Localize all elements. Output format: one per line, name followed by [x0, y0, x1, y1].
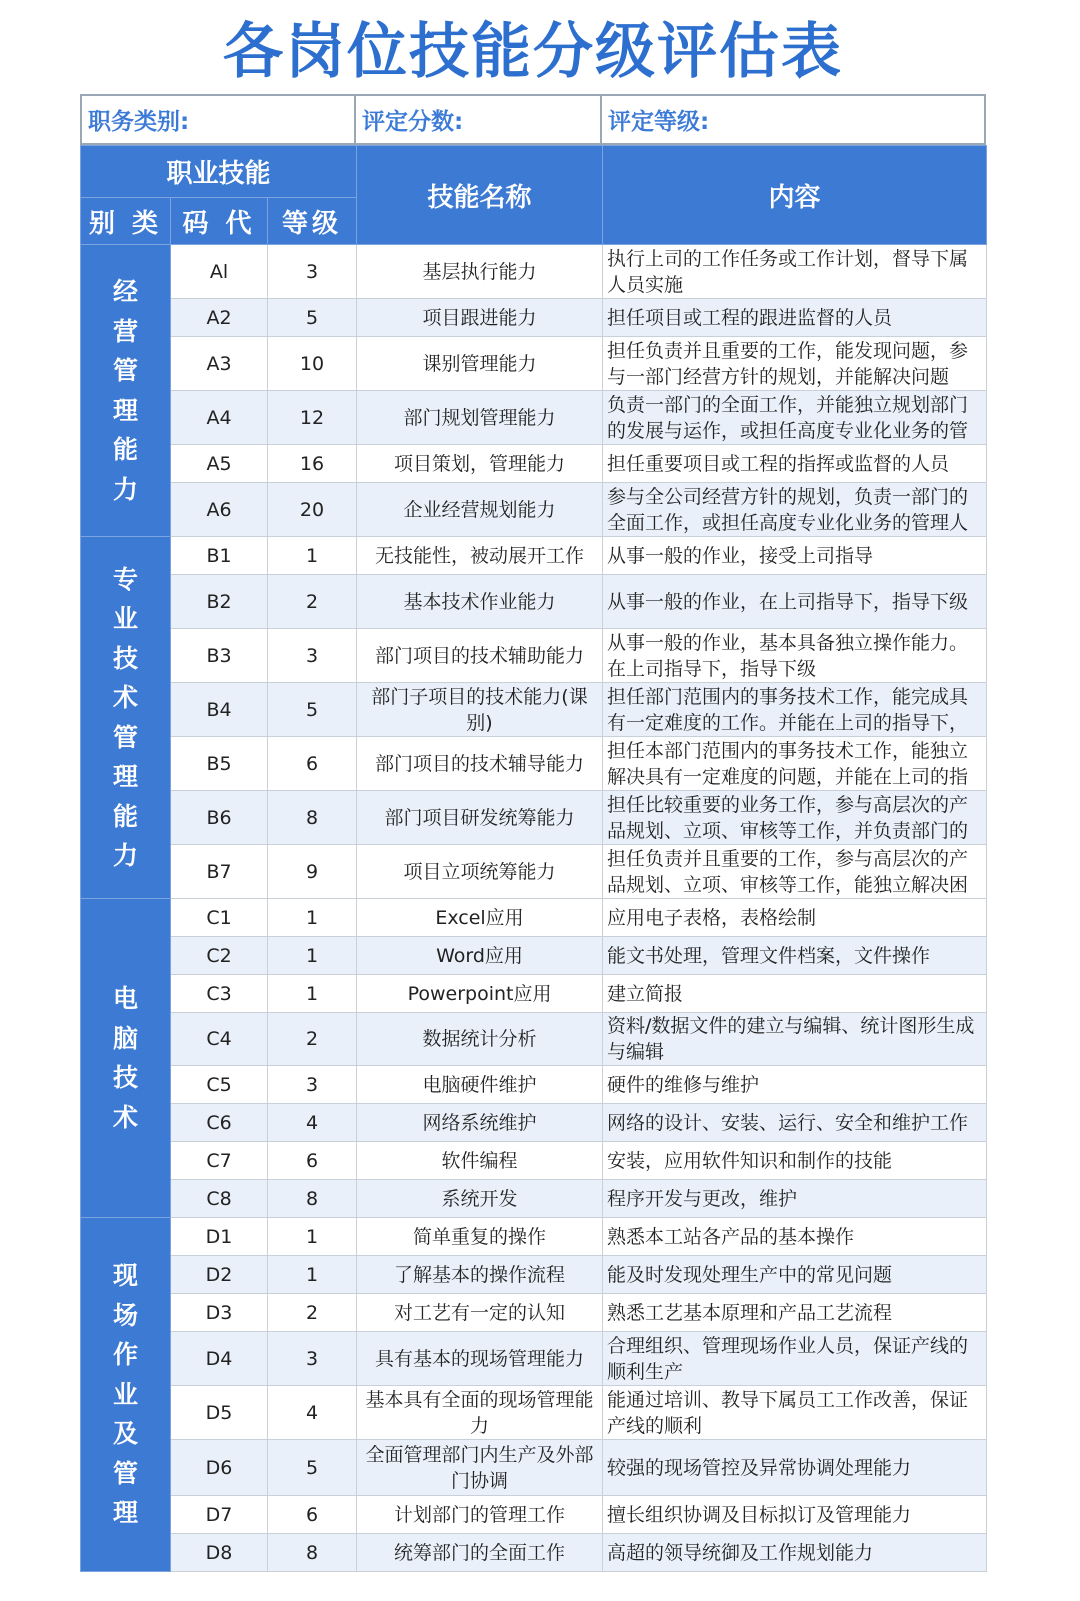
skill-content-cell — [603, 1332, 987, 1386]
skill-level: 3 — [268, 629, 357, 683]
skill-content: 应用电子表格，表格绘制 — [607, 906, 817, 929]
skill-content-cell — [603, 1104, 987, 1142]
table-row — [81, 737, 987, 791]
skill-content-cell — [603, 937, 987, 975]
skill-level: 8 — [268, 1534, 357, 1572]
skill-content-cell — [603, 1256, 987, 1294]
header-content: 内容 — [603, 146, 987, 245]
table-row — [81, 575, 987, 629]
skill-level: 5 — [268, 1440, 357, 1496]
skill-content: 能及时发现处理生产中的常见问题 — [607, 1263, 893, 1286]
skill-content-cell — [603, 1218, 987, 1256]
table-header — [81, 146, 987, 245]
skill-content-cell — [603, 791, 987, 845]
skill-content: 较强的现场管控及异常协调处理能力 — [607, 1456, 912, 1479]
category-cell — [81, 245, 171, 537]
skills-table — [80, 145, 987, 1572]
skill-code: A3 — [171, 337, 268, 391]
skill-name: 软件编程 — [357, 1142, 603, 1180]
skill-code: C7 — [171, 1142, 268, 1180]
table-row — [81, 791, 987, 845]
header-category: 别 类 — [81, 198, 171, 245]
skill-content-cell — [603, 975, 987, 1013]
skill-content: 担任比较重要的业务工作，参与高层次的产品规划、立项、审核等工作，并负责部门的 — [607, 793, 969, 842]
skill-name: 部门项目的技术辅导能力 — [357, 737, 603, 791]
skill-name: 基本技术作业能力 — [357, 575, 603, 629]
table-row — [81, 1534, 987, 1572]
skill-code: B7 — [171, 845, 268, 899]
skill-code: A5 — [171, 445, 268, 483]
skill-content: 执行上司的工作任务或工作计划，督导下属人员实施 — [607, 247, 969, 296]
page-title: 各岗位技能分级评估表 — [80, 0, 986, 96]
skill-name: 对工艺有一定的认知 — [357, 1294, 603, 1332]
table-row — [81, 1104, 987, 1142]
skill-content: 担任项目或工程的跟进监督的人员 — [607, 306, 893, 329]
skill-name: 企业经营规划能力 — [357, 483, 603, 537]
skill-code: C3 — [171, 975, 268, 1013]
category-cell — [81, 537, 171, 899]
skill-content-cell — [603, 445, 987, 483]
skill-content-cell — [603, 1534, 987, 1572]
skill-level: 5 — [268, 683, 357, 737]
skill-name: 电脑硬件维护 — [357, 1066, 603, 1104]
skill-content: 担任重要项目或工程的指挥或监督的人员 — [607, 452, 950, 475]
assessment-sheet — [80, 0, 986, 1572]
skill-code: A4 — [171, 391, 268, 445]
table-row — [81, 1142, 987, 1180]
skill-level: 5 — [268, 299, 357, 337]
skill-content: 从事一般的作业，接受上司指导 — [607, 544, 874, 567]
skill-code: C2 — [171, 937, 268, 975]
table-row — [81, 1066, 987, 1104]
skill-content-cell — [603, 1386, 987, 1440]
skill-code: D6 — [171, 1440, 268, 1496]
skill-content: 参与全公司经营方针的规划，负责一部门的全面工作，或担任高度专业化业务的管理人 — [607, 485, 969, 534]
skill-content: 合理组织、管理现场作业人员，保证产线的顺利生产 — [607, 1334, 969, 1383]
skill-name: 简单重复的操作 — [357, 1218, 603, 1256]
skill-name: Excel应用 — [357, 899, 603, 937]
skill-name: 计划部门的管理工作 — [357, 1496, 603, 1534]
skill-content: 担任部门范围内的事务技术工作，能完成具有一定难度的工作。并能在上司的指导下， — [607, 685, 969, 734]
skill-code: D1 — [171, 1218, 268, 1256]
skill-code: Al — [171, 245, 268, 299]
table-row — [81, 337, 987, 391]
skill-code: D2 — [171, 1256, 268, 1294]
table-row — [81, 845, 987, 899]
skill-content-cell — [603, 899, 987, 937]
skill-level: 4 — [268, 1386, 357, 1440]
skill-name: 网络系统维护 — [357, 1104, 603, 1142]
skill-content: 熟悉工艺基本原理和产品工艺流程 — [607, 1301, 893, 1324]
skill-content: 担任负责并且重要的工作，能发现问题，参与一部门经营方针的规划，并能解决问题 — [607, 339, 969, 388]
skill-level: 2 — [268, 1013, 357, 1066]
table-row — [81, 1218, 987, 1256]
table-body — [81, 245, 987, 1572]
skill-name: 无技能性，被动展开工作 — [357, 537, 603, 575]
skill-level: 1 — [268, 937, 357, 975]
skill-content-cell — [603, 629, 987, 683]
table-row — [81, 1496, 987, 1534]
skill-content-cell — [603, 575, 987, 629]
skill-content: 硬件的维修与维护 — [607, 1073, 760, 1096]
skill-code: C6 — [171, 1104, 268, 1142]
skill-code: B3 — [171, 629, 268, 683]
header-skill-group: 职业技能 — [81, 146, 357, 198]
grade-label: 评定等级: — [602, 96, 986, 143]
skill-code: D3 — [171, 1294, 268, 1332]
skill-name: 课别管理能力 — [357, 337, 603, 391]
table-row — [81, 1440, 987, 1496]
table-row — [81, 445, 987, 483]
skill-level: 6 — [268, 737, 357, 791]
skill-name: 部门子项目的技术能力(课别) — [357, 683, 603, 737]
skill-content: 高超的领导统御及工作规划能力 — [607, 1541, 874, 1564]
skill-code: D7 — [171, 1496, 268, 1534]
skill-level: 20 — [268, 483, 357, 537]
skill-content: 网络的设计、安装、运行、安全和维护工作 — [607, 1111, 969, 1134]
skill-content-cell — [603, 1496, 987, 1534]
skill-content-cell — [603, 1142, 987, 1180]
skill-content: 能文书处理，管理文件档案，文件操作 — [607, 944, 931, 967]
job-category-label: 职务类别: — [80, 96, 356, 143]
skill-code: C4 — [171, 1013, 268, 1066]
skill-content: 安装，应用软件知识和制作的技能 — [607, 1149, 893, 1172]
skill-content: 建立简报 — [607, 982, 684, 1005]
table-row — [81, 1332, 987, 1386]
header-skill-name: 技能名称 — [357, 146, 603, 245]
skill-level: 4 — [268, 1104, 357, 1142]
skill-name: Powerpoint应用 — [357, 975, 603, 1013]
table-row — [81, 1294, 987, 1332]
skill-name: 了解基本的操作流程 — [357, 1256, 603, 1294]
table-row — [81, 683, 987, 737]
skill-level: 3 — [268, 1066, 357, 1104]
skill-code: A2 — [171, 299, 268, 337]
skill-content-cell — [603, 337, 987, 391]
skill-level: 8 — [268, 1180, 357, 1218]
skill-content-cell — [603, 845, 987, 899]
skill-name: 具有基本的现场管理能力 — [357, 1332, 603, 1386]
skill-level: 10 — [268, 337, 357, 391]
skill-level: 2 — [268, 575, 357, 629]
skill-level: 1 — [268, 1218, 357, 1256]
table-row — [81, 937, 987, 975]
skill-name: 全面管理部门内生产及外部门协调 — [357, 1440, 603, 1496]
skill-name: 部门项目研发统筹能力 — [357, 791, 603, 845]
category-cell — [81, 899, 171, 1218]
skill-code: D4 — [171, 1332, 268, 1386]
category-label: 现场作业及管理 — [112, 1261, 138, 1528]
header-level: 等级 — [268, 198, 357, 245]
skill-level: 3 — [268, 1332, 357, 1386]
skill-name: Word应用 — [357, 937, 603, 975]
skill-name: 系统开发 — [357, 1180, 603, 1218]
skill-content-cell — [603, 683, 987, 737]
skill-level: 16 — [268, 445, 357, 483]
category-label: 专业技术管理能力 — [112, 564, 138, 870]
category-cell — [81, 1218, 171, 1572]
skill-content: 从事一般的作业，基本具备独立操作能力。在上司指导下，指导下级 — [607, 631, 969, 680]
skill-level: 1 — [268, 1256, 357, 1294]
skill-code: A6 — [171, 483, 268, 537]
skill-name: 项目立项统筹能力 — [357, 845, 603, 899]
skill-level: 1 — [268, 899, 357, 937]
skill-content: 能通过培训、教导下属员工工作改善，保证产线的顺利 — [607, 1388, 969, 1437]
skill-name: 项目跟进能力 — [357, 299, 603, 337]
skill-content-cell — [603, 483, 987, 537]
skill-content: 擅长组织协调及目标拟订及管理能力 — [607, 1503, 912, 1526]
table-row — [81, 1256, 987, 1294]
skill-code: D8 — [171, 1534, 268, 1572]
table-row — [81, 483, 987, 537]
skill-code: B6 — [171, 791, 268, 845]
skill-level: 12 — [268, 391, 357, 445]
skill-level: 8 — [268, 791, 357, 845]
skill-content-cell — [603, 1180, 987, 1218]
skill-name: 基本具有全面的现场管理能力 — [357, 1386, 603, 1440]
skill-code: B2 — [171, 575, 268, 629]
skill-content: 担任负责并且重要的工作，参与高层次的产品规划、立项、审核等工作，能独立解决困 — [607, 847, 969, 896]
skill-content-cell — [603, 1294, 987, 1332]
skill-name: 部门规划管理能力 — [357, 391, 603, 445]
skill-level: 9 — [268, 845, 357, 899]
skill-content: 负责一部门的全面工作，并能独立规划部门的发展与运作，或担任高度专业化业务的管 — [607, 393, 969, 442]
skill-content-cell — [603, 737, 987, 791]
skill-code: C5 — [171, 1066, 268, 1104]
table-row — [81, 1013, 987, 1066]
skill-code: C8 — [171, 1180, 268, 1218]
skill-content: 熟悉本工站各产品的基本操作 — [607, 1225, 855, 1248]
table-row — [81, 1180, 987, 1218]
skill-code: D5 — [171, 1386, 268, 1440]
score-label: 评定分数: — [356, 96, 602, 143]
skill-content: 担任本部门范围内的事务技术工作，能独立解决具有一定难度的问题，并能在上司的指 — [607, 739, 969, 788]
skill-level: 3 — [268, 245, 357, 299]
table-row — [81, 391, 987, 445]
skill-level: 2 — [268, 1294, 357, 1332]
skill-name: 部门项目的技术辅助能力 — [357, 629, 603, 683]
skill-name: 基层执行能力 — [357, 245, 603, 299]
category-label: 电脑技术 — [112, 984, 138, 1132]
table-row — [81, 245, 987, 299]
table-row — [81, 899, 987, 937]
skill-name: 数据统计分析 — [357, 1013, 603, 1066]
header-code: 码 代 — [171, 198, 268, 245]
skill-name: 统筹部门的全面工作 — [357, 1534, 603, 1572]
skill-level: 1 — [268, 537, 357, 575]
skill-content: 程序开发与更改，维护 — [607, 1187, 798, 1210]
skill-level: 1 — [268, 975, 357, 1013]
meta-row — [80, 96, 986, 145]
skill-level: 6 — [268, 1496, 357, 1534]
skill-code: B4 — [171, 683, 268, 737]
skill-content-cell — [603, 1440, 987, 1496]
skill-code: B1 — [171, 537, 268, 575]
skill-content-cell — [603, 1013, 987, 1066]
table-row — [81, 629, 987, 683]
skill-content-cell — [603, 1066, 987, 1104]
skill-content-cell — [603, 245, 987, 299]
table-row — [81, 537, 987, 575]
skill-level: 6 — [268, 1142, 357, 1180]
skill-name: 项目策划，管理能力 — [357, 445, 603, 483]
skill-content-cell — [603, 391, 987, 445]
skill-content-cell — [603, 537, 987, 575]
skill-content-cell — [603, 299, 987, 337]
skill-content: 从事一般的作业，在上司指导下，指导下级 — [607, 590, 969, 613]
table-row — [81, 1386, 987, 1440]
skill-code: C1 — [171, 899, 268, 937]
category-label: 经营管理能力 — [112, 277, 138, 504]
skill-content: 资料/数据文件的建立与编辑、统计图形生成与编辑 — [607, 1015, 975, 1063]
table-row — [81, 975, 987, 1013]
table-row — [81, 299, 987, 337]
skill-code: B5 — [171, 737, 268, 791]
